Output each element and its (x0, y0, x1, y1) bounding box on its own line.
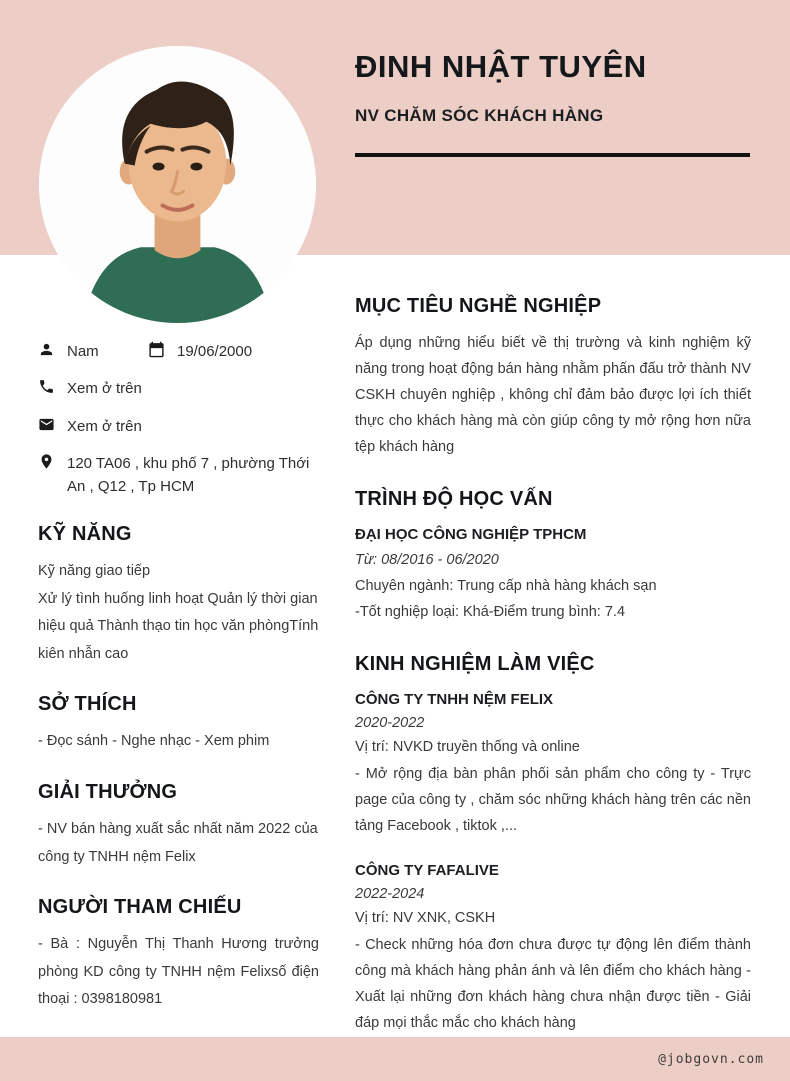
skills-item: Kỹ năng giao tiếp (38, 563, 151, 580)
experience-entry (355, 859, 751, 1036)
calendar-icon (148, 341, 165, 358)
birthdate-value: 19/06/2000 (177, 343, 253, 360)
gender-value: Nam (67, 343, 99, 360)
location-pin-icon (38, 453, 55, 470)
experience-position: Vị trí: NVKD truyền thống và online (355, 739, 580, 756)
watermark-text: @jobgovn.com (658, 1051, 764, 1067)
objective-text: Áp dụng những hiểu biết về thị trường và kinh nghiệm kỹ năng trong hoạt động bán hàng nhằm phấn đấu trở thành NV CSKH chuyên nghiệp , không chỉ đảm bảo được lợi ích thiết thực cho khách hàng mà còn giúp công ty mở rộng hơn nữa tệp khách hàng (355, 335, 751, 456)
person-icon (38, 341, 55, 358)
education-heading: TRÌNH ĐỘ HỌC VẤN (355, 488, 553, 511)
experience-company: CÔNG TY FAFALIVE (355, 862, 499, 880)
experience-entry (355, 688, 751, 839)
right-column (355, 295, 751, 1057)
info-row-phone (38, 377, 319, 400)
education-entry (355, 523, 751, 625)
experience-description: - Mở rộng địa bàn phân phối sản phẩm cho công ty - Trực page của công ty , chăm sóc những khách hàng trên các nền tảng Facebook , tiktok ,... (355, 766, 751, 835)
info-row-email (38, 415, 319, 438)
hobbies-text: - Đọc sánh - Nghe nhạc - Xem phim (38, 733, 270, 750)
awards-text: - NV bán hàng xuất sắc nhất năm 2022 của công ty TNHH nệm Felix (38, 820, 318, 865)
address-value: 120 TA06 , khu phố 7 , phường Thới An , Q12 , Tp HCM (67, 454, 310, 495)
header-divider (355, 153, 750, 157)
experience-heading: KINH NGHIỆM LÀM VIỆC (355, 653, 595, 676)
skills-item: Xử lý tình huống linh hoạt Quản lý thời gian hiệu quả Thành thạo tin học văn phòngTính kiên nhẫn cao (38, 590, 319, 662)
email-icon (38, 416, 55, 433)
objective-heading: MỤC TIÊU NGHỀ NGHIỆP (355, 295, 602, 317)
footer-bar (0, 1037, 790, 1081)
email-value: Xem ở trên (67, 417, 142, 435)
experience-period: 2020-2022 (355, 715, 425, 732)
header (355, 50, 751, 157)
experience-position: Vị trí: NV XNK, CSKH (355, 910, 496, 927)
experience-description: - Check những hóa đơn chưa được tự động lên điểm thành công mà khách hàng phản ánh và lên điểm cho khách hàng - Xuất lại những đơn khách hàng chưa nhận được tiền - Giải đáp mọi thắc mắc cho khách hàng (355, 937, 751, 1032)
education-result: -Tốt nghiệp loại: Khá-Điểm trung bình: 7.4 (355, 604, 626, 621)
education-period: Từ: 08/2016 - 06/2020 (355, 552, 499, 569)
candidate-name: ĐINH NHẬT TUYÊN (355, 49, 647, 84)
profile-photo (39, 46, 316, 323)
awards-heading: GIẢI THƯỞNG (38, 780, 178, 803)
experience-company: CÔNG TY TNHH NỆM FELIX (355, 691, 554, 709)
experience-period: 2022-2024 (355, 886, 425, 903)
phone-value: Xem ở trên (67, 380, 142, 398)
left-column (38, 340, 319, 1014)
references-text: - Bà : Nguyễn Thị Thanh Hương trưởng phòng KD công ty TNHH nệm Felixsố điện thoại : 0398180981 (38, 936, 319, 1008)
profile-photo-illustration (39, 46, 316, 323)
hobbies-heading: SỞ THÍCH (38, 693, 137, 716)
phone-icon (38, 378, 55, 395)
education-major: Chuyên ngành: Trung cấp nhà hàng khách sạn (355, 578, 657, 595)
references-heading: NGƯỜI THAM CHIẾU (38, 896, 242, 919)
candidate-job-title: NV CHĂM SÓC KHÁCH HÀNG (355, 106, 604, 126)
info-row-address (38, 452, 319, 499)
info-row-gender-dob (38, 340, 319, 363)
skills-heading: KỸ NĂNG (38, 523, 132, 546)
education-school: ĐẠI HỌC CÔNG NGHIỆP TPHCM (355, 526, 587, 544)
